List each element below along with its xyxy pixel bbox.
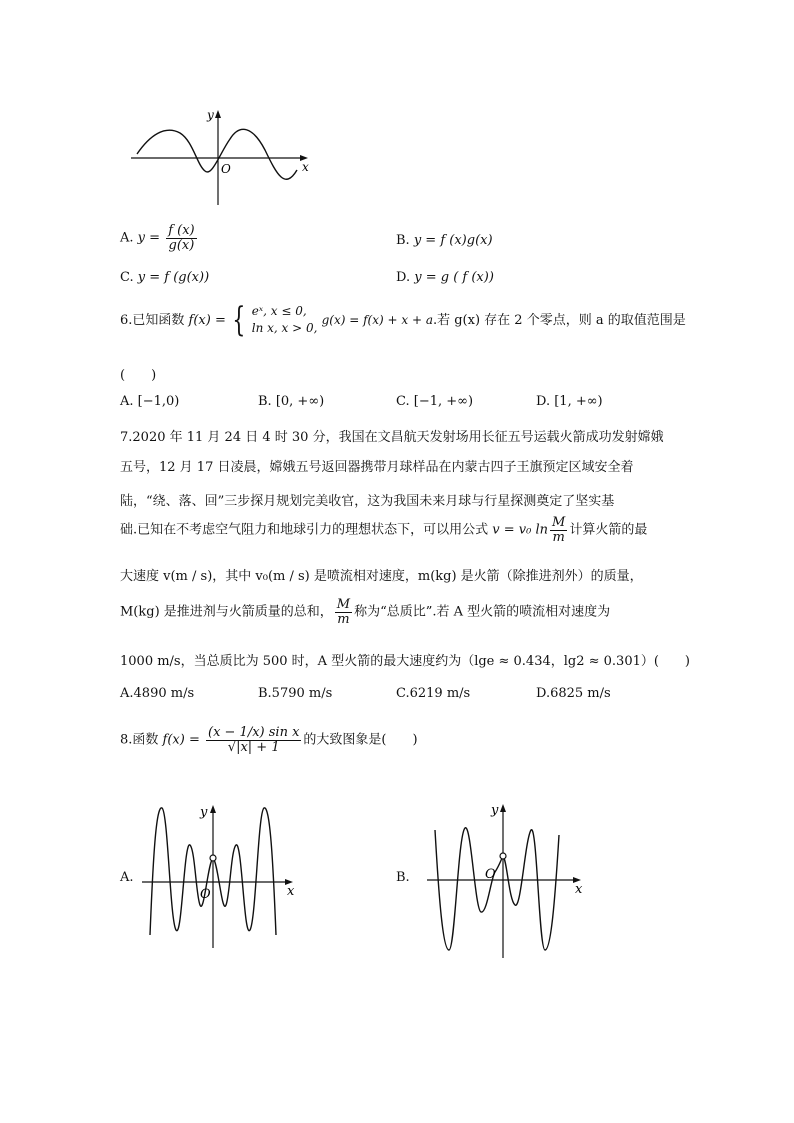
graph-b-origin: O [485, 867, 496, 882]
q7-line-5: 大速度 v(m / s)，其中 v₀(m / s) 是喷流相对速度，m(kg) 是火箭（除推进剂外）的质量， [120, 569, 643, 584]
option-d-label: D. [396, 270, 411, 285]
top-graph-origin: O [221, 162, 231, 176]
q6-f-lhs: f(x) = [188, 312, 226, 328]
q7-option-d: D.6825 m/s [536, 686, 611, 701]
top-graph-x-label: x [302, 160, 309, 174]
q6-cases [252, 303, 318, 338]
q5-option-c [120, 270, 209, 285]
q8-graph-a [140, 800, 300, 950]
q7-ratio-num: M [336, 597, 351, 612]
option-d-expr: y = g ( f (x)) [414, 270, 494, 285]
top-graph [125, 105, 315, 210]
q8-graph-b [425, 800, 590, 960]
q8-prefix: 8.函数 [120, 732, 159, 748]
q7-line-7: 1000 m/s，当总质比为 500 时，A 型火箭的最大速度约为（lge ≈ 0.434，lg2 ≈ 0.301）( ) [120, 654, 691, 669]
q7-option-a: A.4890 m/s [120, 686, 195, 701]
q8-fraction [206, 726, 301, 754]
q8-graph-b-label: B. [396, 870, 410, 885]
q5-option-a [120, 224, 199, 252]
option-a-denominator: g(x) [168, 237, 195, 253]
graph-a-y-label: y [200, 805, 208, 820]
q8-graph-a-label: A. [120, 870, 134, 885]
option-b-label: B. [396, 233, 410, 248]
q6-option-c: C. [−1, +∞) [396, 394, 474, 409]
option-c-expr: y = f (g(x)) [137, 270, 210, 285]
q7-line-6-pre: M(kg) 是推进剂与火箭质量的总和， [120, 604, 333, 620]
q7-line-6-post: 称为“总质比”.若 A 型火箭的喷流相对速度为 [354, 604, 611, 620]
q7-option-b: B.5790 m/s [258, 686, 333, 701]
top-graph-y-label: y [207, 108, 214, 122]
option-c-label: C. [120, 270, 134, 285]
q6-answer-paren: ( ) [120, 368, 157, 383]
q5-option-b [396, 233, 493, 248]
q8-f-lhs: f(x) = [162, 732, 200, 748]
q7-line-4-post: 计算火箭的最 [569, 522, 648, 538]
q7-formula-num: M [552, 515, 566, 530]
q6-option-d: D. [1, +∞) [536, 394, 603, 409]
q7-formula-den: m [552, 529, 565, 545]
q6-case-1: eˣ, x ≤ 0, [251, 304, 307, 318]
graph-b-x-label: x [575, 882, 583, 897]
q7-option-c: C.6219 m/s [396, 686, 471, 701]
q8-denominator: √|x| + 1 [227, 739, 280, 755]
graph-a-origin: O [200, 887, 211, 902]
q7-line-3: 陆，“绕、落、回”三步探月规划完美收官，这为我国未来月球与行星探测奠定了坚实基 [120, 494, 615, 509]
q7-line-4 [120, 516, 647, 544]
option-a-numerator: f (x) [168, 223, 195, 238]
option-a-fraction [166, 224, 196, 252]
q5-option-d [396, 270, 494, 285]
q7-ratio-den: m [337, 611, 350, 627]
option-b-expr: y = f (x)g(x) [413, 233, 493, 248]
q8-numerator: (x − 1/x) sin x [208, 725, 300, 740]
q6-option-b: B. [0, +∞) [258, 394, 325, 409]
q6-option-a: A. [−1,0) [120, 394, 180, 409]
option-a-label: A. [120, 230, 134, 246]
graph-b-y-label: y [491, 803, 499, 818]
q6-prefix: 6.已知函数 [120, 312, 185, 328]
option-a-lhs: y = [137, 230, 161, 246]
q8-stem [120, 726, 418, 754]
q6-stem [120, 300, 686, 341]
q6-g-def: g(x) = f(x) + x + a [321, 312, 433, 327]
q7-formula: v = v₀ ln [492, 522, 549, 538]
q7-line-2: 五号，12 月 17 日凌晨，嫦娥五号返回器携带月球样品在内蒙古四子王旗预定区域安全着 [120, 460, 634, 475]
q6-suffix: .若 g(x) 存在 2 个零点，则 a 的取值范围是 [432, 312, 686, 328]
q7-total-mass-ratio [335, 598, 352, 626]
q7-formula-fraction [550, 516, 567, 544]
graph-a-x-label: x [287, 884, 295, 899]
q7-line-6 [120, 598, 610, 626]
q6-case-2: ln x, x > 0, [251, 321, 318, 336]
q8-suffix: 的大致图象是( ) [303, 732, 418, 748]
q7-line-1: 7.2020 年 11 月 24 日 4 时 30 分，我国在文昌航天发射场用长征五号运载火箭成功发射嫦娥 [120, 430, 664, 445]
q6-brace: { [232, 300, 246, 341]
q7-line-4-pre: 础.已知在不考虑空气阻力和地球引力的理想状态下，可以用公式 [120, 522, 489, 538]
